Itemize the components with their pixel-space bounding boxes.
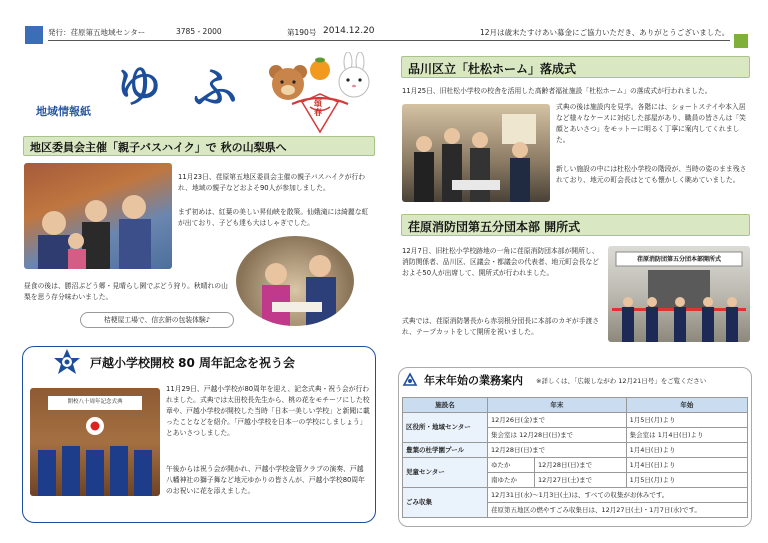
article2-para1: 11月29日、戸越小学校が80周年を迎え、記念式典・祝う会が行われました。式典では太田校長先生から、桃の花をモチーフにした校章や、戸越小学校が開校した当時「日本一美しい学校」と新聞に載ったことなどを紹介。「戸越小学校を日本一の学校にしましょう」とあいさつしました。 (166, 385, 370, 437)
mascot-illustration (262, 52, 378, 136)
schedule-table (402, 397, 748, 518)
home-ceremony-photo (402, 104, 550, 202)
article3-title: 品川区立「杜松ホーム」落成式 (401, 56, 750, 78)
header-square-blue (25, 26, 43, 44)
article2-title: 戸越小学校開校 80 周年記念を祝う会 (90, 356, 296, 370)
issue-number: 第190号 (287, 28, 317, 37)
col-start: 年始 (626, 398, 747, 413)
cell: 12月28日(日)まで (535, 458, 627, 473)
table-row (403, 458, 748, 473)
article1-para3: 昼食の後は、勝沼ぶどう郷・見晴らし園でぶどう狩り。秋晴れの山梨を思う存分味わいました。 (24, 282, 228, 301)
article4-para1: 12月7日、旧杜松小学校跡地の一角に荏原消防団本部が開所し、消防関係者、品川区、区議会・都議会の代表者、地元町会長などおよそ50人が出席して、開所式が行われました。 (402, 247, 600, 277)
ceremony-banner: 開校八十周年記念式典 (67, 399, 123, 405)
masthead-title-2: ふ (193, 63, 237, 114)
cell: 1月5日(月)より (626, 473, 747, 488)
article3-para2: 式典の後は施設内を見学。各階には、ショートステイや本入居など様々なケースに対応した部屋があり、職員の皆さんは「笑顔とあいさつ」をモットーに明るく丁寧に案内してくれました。 (556, 103, 746, 144)
article1-para2: まず初めは、紅葉の美しい昇仙峡を散策。仙娥滝には綺麗な虹が出ており、子ども達も大はしゃぎでした。 (178, 208, 369, 227)
cell: 1月5日(月)より (626, 413, 747, 428)
header-square-green (734, 34, 748, 48)
cell: 12月26日(金)まで (488, 413, 627, 428)
table-row (403, 488, 748, 503)
school-emblem-icon (52, 347, 82, 377)
schedule-emblem-icon (402, 372, 418, 388)
masthead-subtitle: 地域情報紙 (36, 105, 91, 118)
schedule-note: ※詳しくは、「広報しながわ 12月21日号」をご覧ください (536, 377, 707, 385)
bear-icon (269, 65, 307, 100)
col-end: 年末 (488, 398, 627, 413)
cell: 荏原第五地区の燃やすごみ収集日は、12月27日(土)・1月7日(水)です。 (488, 503, 748, 518)
bus-hike-photo (24, 163, 172, 269)
cell: 集会室は 12月28日(日)まで (488, 428, 627, 443)
article2-para2: 午後からは祝う会が開かれ、戸越小学校金管クラブの演奏、戸越八幡神社の獅子舞など地元ゆかりの皆さんが、戸越小学校80周年のお祝いに花を添えました。 (166, 465, 365, 495)
rabbit-icon (339, 52, 369, 97)
table-row (403, 443, 748, 458)
schedule-title: 年末年始の業務案内 (424, 374, 523, 387)
article3-para3: 新しい施設の中には杜松小学校の階段が、当時の姿のまま残されており、地元の町会長はとても懐かしく眺めていました。 (556, 165, 747, 184)
table-row (403, 398, 748, 413)
mochi-photo (236, 236, 354, 326)
header-notice: 12月は歳末たすけあい募金にご協力いただき、ありがとうございました。 (480, 28, 730, 37)
phone: 3785 - 2000 (176, 27, 222, 36)
seal-text: 頌春 (314, 99, 322, 117)
facility-name: 児童センター (403, 458, 488, 488)
publisher: 発行：荏原第五地域センター (48, 28, 146, 37)
cell: 12月27日(土)まで (535, 473, 627, 488)
facility-name: 区役所・地域センター (403, 413, 488, 443)
article1-para1: 11月23日、荏原第五地区委員会主催の親子バスハイクが行われ、地域の親子などおよそ90人が参加しました。 (178, 173, 366, 192)
cell: 1月4日(日)より (626, 443, 747, 458)
cell: 集会室は 1月4日(日)より (626, 428, 747, 443)
cell: 1月4日(日)より (626, 458, 747, 473)
col-facility: 施設名 (403, 398, 488, 413)
article4-para2: 式典では、荏原消防署長から赤羽根分団長に本部のカギが手渡され、テープカットをして開所を祝いました。 (402, 317, 600, 336)
cell: 南ゆたか (488, 473, 535, 488)
cell: 12月31日(水)～1月3日(土)は、すべての収集がお休みです。 (488, 488, 748, 503)
table-row (403, 413, 748, 428)
facility-name: 豊葉の杜学園プール (403, 443, 488, 458)
article3-para1: 11月25日、旧杜松小学校の校舎を活用した高齢者福祉施設「杜松ホーム」の落成式が行われました。 (402, 87, 712, 95)
facility-name: ごみ収集 (403, 488, 488, 518)
fire-station-sign: 荏原消防団第五分団本部開所式 (636, 256, 721, 263)
orange-icon (310, 58, 330, 81)
article1-title: 地区委員会主催「親子バスハイク」で 秋の山梨県へ (23, 136, 375, 156)
issue-date: 2014.12.20 (323, 26, 375, 36)
cell: 12月28日(日)まで (488, 443, 627, 458)
article1-caption: 桔梗屋工場で、信玄餅の包装体験♪ (80, 312, 234, 328)
header-rule (48, 40, 730, 41)
masthead-title-1: ゆ (117, 61, 161, 112)
cell: ゆたか (488, 458, 535, 473)
article4-title: 荏原消防団第五分団本部 開所式 (401, 214, 750, 236)
